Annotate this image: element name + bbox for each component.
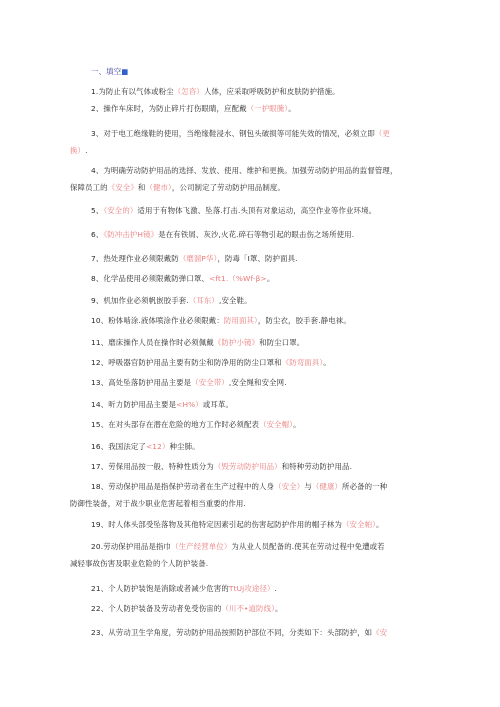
question-text: 是在有铁屑、灰沙,火花.碎石等物引起的眼击伤之场所使用. xyxy=(158,230,355,239)
question-item-4 xyxy=(70,162,436,196)
question-text: . xyxy=(85,146,88,155)
question-text: 种尘肺。 xyxy=(169,442,200,451)
question-line xyxy=(70,292,436,309)
question-item-22 xyxy=(70,600,436,617)
question-line xyxy=(70,270,436,287)
question-item-1 xyxy=(70,83,436,100)
answer-text: 《安全》 xyxy=(107,183,138,192)
question-text: 保障员工的 xyxy=(70,183,108,192)
question-text: 。 xyxy=(266,274,275,283)
question-line xyxy=(70,438,436,455)
square-icon: ■ xyxy=(121,67,129,76)
question-text: 防御性装备，对于战少职业危害起着相当重要的作用. xyxy=(70,499,246,508)
answer-text: （更 xyxy=(374,129,390,138)
question-line xyxy=(70,555,436,572)
question-text: 15、在对头部存在潜在危险的地方工作时必须配表 xyxy=(91,420,260,429)
question-text: 14、听力防护用品主要是 xyxy=(91,400,177,409)
answer-text: 《安 xyxy=(372,628,388,637)
answer-text: （安全帽） xyxy=(259,420,294,429)
question-text: 。 xyxy=(288,104,296,113)
question-text: 18、劳动保护用品是指保护劳动者在生产过程中的人身 xyxy=(91,482,275,491)
question-text: 。 xyxy=(376,520,384,529)
question-text: 12、呼吸器官防护用品主要有防尘和防净用的防尘口罩和 xyxy=(91,358,282,367)
question-line xyxy=(70,600,436,617)
question-text: 或耳革。 xyxy=(202,400,234,409)
question-item-10 xyxy=(70,312,436,329)
answer-text: （磨溜P华） xyxy=(178,254,218,263)
question-line xyxy=(70,162,436,179)
question-text: 8、化学品使用必须限戴防弹口罩、 xyxy=(91,274,209,283)
question-text: 11、磨床操作人员在操作时必须佩戴 xyxy=(91,338,214,347)
question-item-15 xyxy=(70,416,436,433)
answer-text: （安全） xyxy=(274,482,305,491)
question-line xyxy=(70,624,436,641)
question-line xyxy=(70,100,436,117)
question-line xyxy=(70,142,436,159)
answer-text: （毁劳动防护用品） xyxy=(213,462,282,471)
answer-text: （健康） xyxy=(311,482,343,491)
section-title xyxy=(91,66,129,77)
answer-text: （安全帕） xyxy=(342,520,377,529)
question-text: 1.为防止有以气体或粉尘 xyxy=(91,87,174,96)
question-item-18 xyxy=(70,478,436,512)
question-line xyxy=(70,538,436,555)
question-line xyxy=(70,250,436,267)
question-text: 和 xyxy=(137,183,146,192)
question-item-8 xyxy=(70,270,436,287)
answer-text: <12） xyxy=(145,442,170,451)
question-item-9 xyxy=(70,292,436,309)
answer-text: TtUj攻途径） xyxy=(228,584,275,593)
question-item-17 xyxy=(70,458,436,475)
question-text: 13、高处坠落防护用品主要是 xyxy=(91,378,192,387)
answer-text: （生产经营单位） xyxy=(171,542,232,551)
answer-text: （安全的） xyxy=(103,206,138,215)
question-text: ,安全绳和安全网. xyxy=(228,378,287,387)
question-text: ，防毒「I罩、防护面具. xyxy=(217,254,298,263)
question-text: 5、 xyxy=(91,206,104,215)
question-text: 为从业人员配备的.使其在劳动过程中免遭或若 xyxy=(231,542,385,551)
question-item-6 xyxy=(70,226,436,243)
answer-text: （一护眼腌） xyxy=(246,104,289,113)
answer-text: （健市） xyxy=(145,183,172,192)
question-item-2 xyxy=(70,100,436,117)
question-text: 17、劳保用品按一般、特种性质分为 xyxy=(91,462,214,471)
question-line xyxy=(70,125,436,142)
question-text: . xyxy=(274,584,278,593)
question-item-21 xyxy=(70,580,436,597)
question-line xyxy=(70,312,436,329)
question-text: 2、操作车床时，为防止碎片打伤眼睛，应配戴 xyxy=(91,104,247,113)
answer-text: （怎咨） xyxy=(173,87,204,96)
question-line xyxy=(70,580,436,597)
question-item-3 xyxy=(70,125,436,159)
question-line xyxy=(70,374,436,391)
question-text: 3、对于电工绝缘鞋的使用，当绝缘鞋浸水、钢包头破损等可能失效的情况，必须立即 xyxy=(91,129,375,138)
answer-text: 《防护小镜》 xyxy=(213,338,260,347)
question-line xyxy=(70,516,436,533)
question-text: 7、热处理作业必须限戴防 xyxy=(91,254,179,263)
answer-text: 防用面其） xyxy=(223,316,258,325)
question-text: 和防尘口罩。 xyxy=(259,338,305,347)
question-text: 和特种劳动防护用品. xyxy=(281,462,353,471)
question-item-7 xyxy=(70,250,436,267)
section-title-text: 一、填空 xyxy=(91,67,122,76)
answer-text: 《防弯面具） xyxy=(281,358,324,367)
answer-text: <H%） xyxy=(176,400,203,409)
question-text: 23、从劳动卫生学角度，劳动防护用品按照防护部位不同，分类如下：头部防护，如 xyxy=(91,628,373,637)
question-item-11 xyxy=(70,334,436,351)
question-text: ,安全鞋。 xyxy=(219,296,252,305)
question-line xyxy=(70,478,436,495)
answer-text: <ft1.（%Wf-β> xyxy=(208,274,267,283)
question-text: 10、粉体啮涂.液体喷涂作业必须限戴： xyxy=(91,316,224,325)
answer-text: （安全带） xyxy=(191,378,229,387)
question-line xyxy=(70,334,436,351)
question-text: 19、时人体头部受坠落物及其他特定因素引起的伤害起防护作用的帽子林为 xyxy=(91,520,343,529)
answer-text: （耳东） xyxy=(188,296,220,305)
question-text: 21、个人防护装饱是消除或者减少危害的 xyxy=(91,584,229,593)
question-item-20 xyxy=(70,538,436,572)
question-text: 6、 xyxy=(91,230,104,239)
question-item-13 xyxy=(70,374,436,391)
question-text: 。 xyxy=(274,604,283,613)
question-line xyxy=(70,354,436,371)
question-text: 。 xyxy=(293,420,301,429)
question-line xyxy=(70,202,436,219)
question-text: 减轻事故伤害及职业危险的个人防护装备. xyxy=(70,559,209,568)
question-text: 22、个人防护装备及劳动者免受伤宙的 xyxy=(91,604,222,613)
answer-text: （川不•道防线） xyxy=(221,604,275,613)
question-line xyxy=(70,458,436,475)
question-text: 16、我国法定了 xyxy=(91,442,146,451)
question-text: ，公司制定了劳动防护用品制度。 xyxy=(171,183,286,192)
question-text: 人体，应采取呼吸防护和皮肤防护措施。 xyxy=(203,87,340,96)
question-text: 。 xyxy=(323,358,331,367)
question-line xyxy=(70,179,436,196)
question-text: 适用于有物体飞激、坠落.打击.头顶有对象运动，高空作业等作业环境。 xyxy=(137,206,377,215)
question-text: 20.劳动保护用品是指巾 xyxy=(91,542,172,551)
question-item-19 xyxy=(70,516,436,533)
answer-text: 《防冲击护H镜》 xyxy=(103,230,159,239)
question-item-12 xyxy=(70,354,436,371)
question-item-23 xyxy=(70,624,436,641)
question-line xyxy=(70,396,436,413)
question-text: 与 xyxy=(304,482,312,491)
question-text: 所必备的一种 xyxy=(342,482,388,491)
answer-text: 换） xyxy=(70,146,86,155)
question-text: ，防尘衣，胶手套.静电袜。 xyxy=(257,316,351,325)
question-line xyxy=(70,226,436,243)
question-text: 4、为明确劳动防护用品的选择、发放、使用、维护和更换。加强劳动防护用品的监督管理， xyxy=(91,166,398,175)
question-text: 9、机加作业必须帆嵌胶手套. xyxy=(91,296,189,305)
question-item-16 xyxy=(70,438,436,455)
question-line xyxy=(70,495,436,512)
question-line xyxy=(70,416,436,433)
question-item-14 xyxy=(70,396,436,413)
question-item-5 xyxy=(70,202,436,219)
question-line xyxy=(70,83,436,100)
